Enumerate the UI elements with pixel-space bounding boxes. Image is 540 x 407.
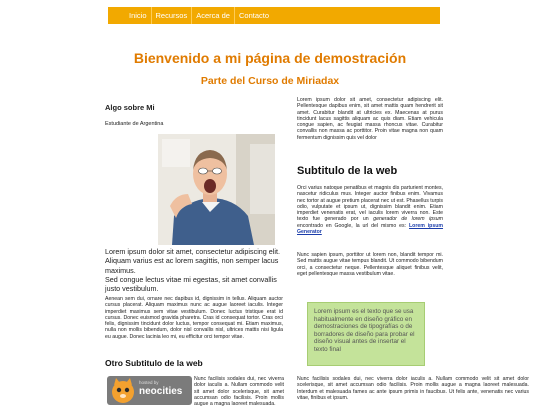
callout-text: Lorem ipsum es el texto que se usa habitualmente en diseño gráfico en demostraciones de tipografías o de borradores de diseño para probar el diseño visual antes de insertar el texto final bbox=[314, 308, 415, 353]
intro-paragraph bbox=[105, 247, 283, 293]
web-subtitle-heading: Subtitulo de la web bbox=[297, 165, 398, 177]
intro-paragraph-line1: Lorem ipsum dolor sit amet, consectetur adipiscing elit. Aliquam varius est ac lorem sagittis, non semper lacus maximus. bbox=[105, 247, 280, 275]
profile-photo bbox=[158, 134, 275, 245]
right-middle-paragraph bbox=[297, 185, 443, 235]
other-subtitle-heading: Otro Subtitulo de la web bbox=[105, 358, 203, 368]
right-middle-text-b: encontrado en Google, la url del mismo es: bbox=[297, 222, 407, 229]
neocities-cat-icon bbox=[109, 376, 137, 405]
intro-paragraph-line2: Sed congue lectus vitae mi egestas, sit amet convallis justo vestibulum. bbox=[105, 274, 277, 294]
top-navigation-bar bbox=[108, 7, 440, 24]
callout-box bbox=[307, 302, 425, 366]
about-text: Estudiante de Argentina bbox=[105, 121, 164, 127]
badge-hosted-by-text: hosted by bbox=[139, 380, 159, 385]
neocities-badge[interactable] bbox=[107, 376, 192, 405]
left-bottom-paragraph: Nunc facilisis sodales dui, nec viverra dolor iaculis a. Nullam commodo velit sit amet dolor scelerisque, sit amet accumsan odio facilisis. Proin mollis augue a magna laoreet malesuada. bbox=[194, 376, 284, 407]
nav-link-inicio[interactable]: Inicio bbox=[108, 7, 152, 24]
about-heading: Algo sobre Mi bbox=[105, 103, 155, 112]
nav-link-acerca-de[interactable]: Acerca de bbox=[192, 7, 235, 24]
right-bottom-paragraph: Nunc facilisis sodales dui, nec viverra dolor iaculis a. Nullam commodo velit sit amet dolor scelerisque, sit amet accumsan odio facilisis. Proin mollis augue a magna laoreet malesuada. Interdum et malesuada fames ac ante ipsum primis in faucibus. Ut felis ante, venenatis nec varius vitae, finibus et ipsum. bbox=[297, 376, 529, 401]
badge-neocities-text: neocities bbox=[139, 386, 183, 397]
right-lower-paragraph: Nunc sapien ipsum, porttitor ut lorem non, blandit tempor mi. Sed mattis augue vitae tempus blandit. Ut commodo bibendum orci, a consectetur neque. Pellentesque aliquet finibus velit, eget pellentesque massa vestibulum vitae. bbox=[297, 252, 443, 277]
nav-link-contacto[interactable]: Contacto bbox=[238, 11, 270, 20]
right-middle-emphasis: generador de lorem ipsum bbox=[373, 216, 443, 223]
nav-link-recursos[interactable]: Recursos bbox=[152, 7, 193, 24]
lorem-ipsum-generator-link[interactable]: Lorem ipsum Generator bbox=[297, 222, 444, 236]
left-paragraph: Aenean sem dui, ornare nec dapibus id, dignissim in tellus. Aliquam auctor cursus placerat. Aliquam maximus nunc ac augue laoreet iaculis. Integer imperdiet maximus sem vitae vestibulum. Donec luctus tristique erat id cursus. Donec euismod gravida pharetra. Cras id consequat tortor. Cras orci felis, dignissim tincidunt dolor luctus, tempor consequat mi. Etiam maximus, nulla non mollis bibendum, dolor nisl convallis nisl, ultrices mattis nisi ligula eu augue. Donec lacinia leo mi, eu efficitur orci tempor vitae. bbox=[105, 296, 283, 340]
right-top-paragraph: Lorem ipsum dolor sit amet, consectetur adipiscing elit. Pellentesque dapibus enim, sit amet mattis quam hendrerit sit amet. Curabitur blandit at ultricies ex. Maecenas at purus tincidunt lacus sagittis aliquam ac quis diam. Etiam vehicula congue sapien, ac feugiat massa rhoncus vitae. Curabitur convallis non massa ac porttitor. Proin vitae magna non quam fermentum dignissim quis vel dolor bbox=[297, 97, 443, 141]
page-title: Bienvenido a mi página de demostración bbox=[133, 50, 407, 66]
right-middle-text-a: Orci varius natoque penatibus et magnis dis parturient montes, nascetur ridiculus mus. Integer auctor finibus enim. Vivamus nec tortor at augue pretium placerat nec ut est. Phasellus turpis odio, vulputate et ipsum ut, dignissim blandit enim. Etiam imperdiet venenatis erat, vel iaculis lorem viverra non. Este texto fue generado por un bbox=[297, 185, 443, 223]
page-subtitle: Parte del Curso de Miriadax bbox=[200, 75, 340, 87]
